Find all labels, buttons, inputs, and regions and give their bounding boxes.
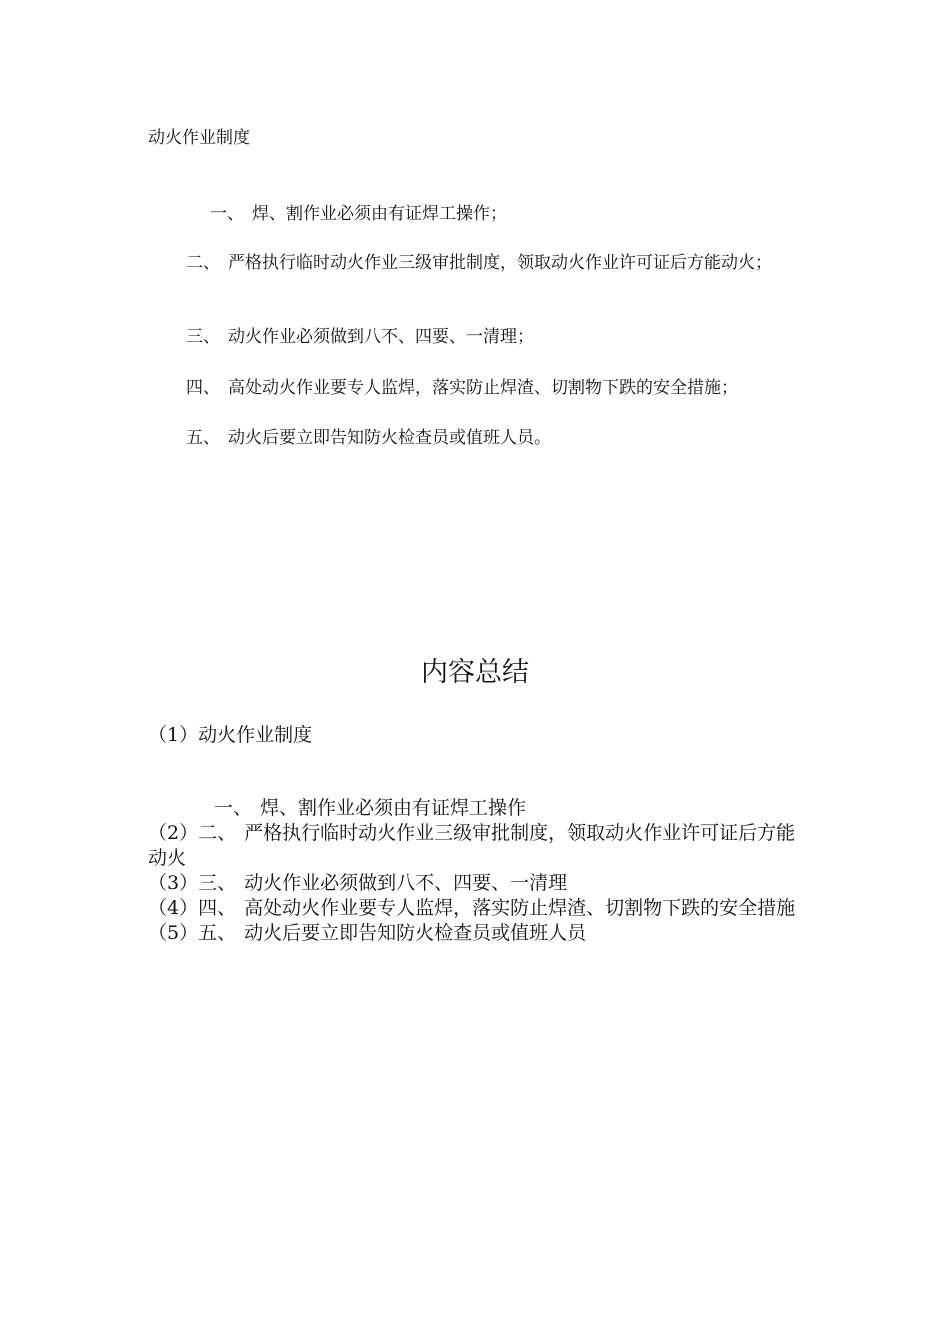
summary-item-prefix: （3） [148, 872, 199, 894]
summary-heading: 内容总结 [421, 657, 529, 688]
summary-item-number: 一、 [214, 797, 253, 819]
summary-item-number: 四、 [198, 897, 237, 919]
summary-item-1 [148, 796, 798, 821]
rule-text: 高处动火作业要专人监焊，落实防止焊渣、切割物下跌的安全措施； [228, 378, 738, 398]
rule-text: 动火后要立即告知防火检查员或值班人员。 [228, 428, 551, 448]
rule-item-1 [210, 201, 507, 227]
document-title: 动火作业制度 [148, 128, 250, 148]
rule-number: 二、 [186, 253, 220, 273]
rule-number: 五、 [186, 428, 220, 448]
summary-list [148, 796, 798, 946]
rule-item-2 [148, 250, 808, 276]
rule-item-4 [186, 375, 738, 401]
rule-text: 焊、割作业必须由有证焊工操作； [252, 204, 507, 224]
summary-item-4 [148, 896, 798, 921]
summary-item-prefix: （5） [148, 922, 199, 944]
rule-number: 一、 [210, 204, 244, 224]
summary-item-text: 高处动火作业要专人监焊，落实防止焊渣、切割物下跌的安全措施 [244, 897, 796, 919]
summary-item-text: 动火后要立即告知防火检查员或值班人员 [244, 922, 587, 944]
summary-item-3 [148, 871, 798, 896]
rule-text: 动火作业必须做到八不、四要、一清理； [228, 327, 534, 347]
rule-item-3 [186, 324, 534, 350]
summary-item-number: 五、 [198, 922, 237, 944]
rule-item-5 [186, 425, 551, 451]
summary-item-5 [148, 921, 798, 946]
summary-item-text: 焊、割作业必须由有证焊工操作 [260, 797, 527, 819]
summary-item-2 [148, 821, 798, 871]
summary-item-number: 二、 [198, 822, 237, 844]
rule-number: 四、 [186, 378, 220, 398]
summary-item-text: 严格执行临时动火作业三级审批制度，领取动火作业许可证后方能动火 [148, 822, 796, 869]
rule-number: 三、 [186, 327, 220, 347]
summary-item-number: 三、 [198, 872, 237, 894]
summary-item-text: 动火作业必须做到八不、四要、一清理 [244, 872, 568, 894]
summary-item-prefix: （2） [148, 822, 199, 844]
rule-text: 严格执行临时动火作业三级审批制度，领取动火作业许可证后方能动火； [228, 253, 772, 273]
summary-item-prefix: （4） [148, 897, 199, 919]
summary-subtitle: （1）动火作业制度 [148, 724, 313, 746]
